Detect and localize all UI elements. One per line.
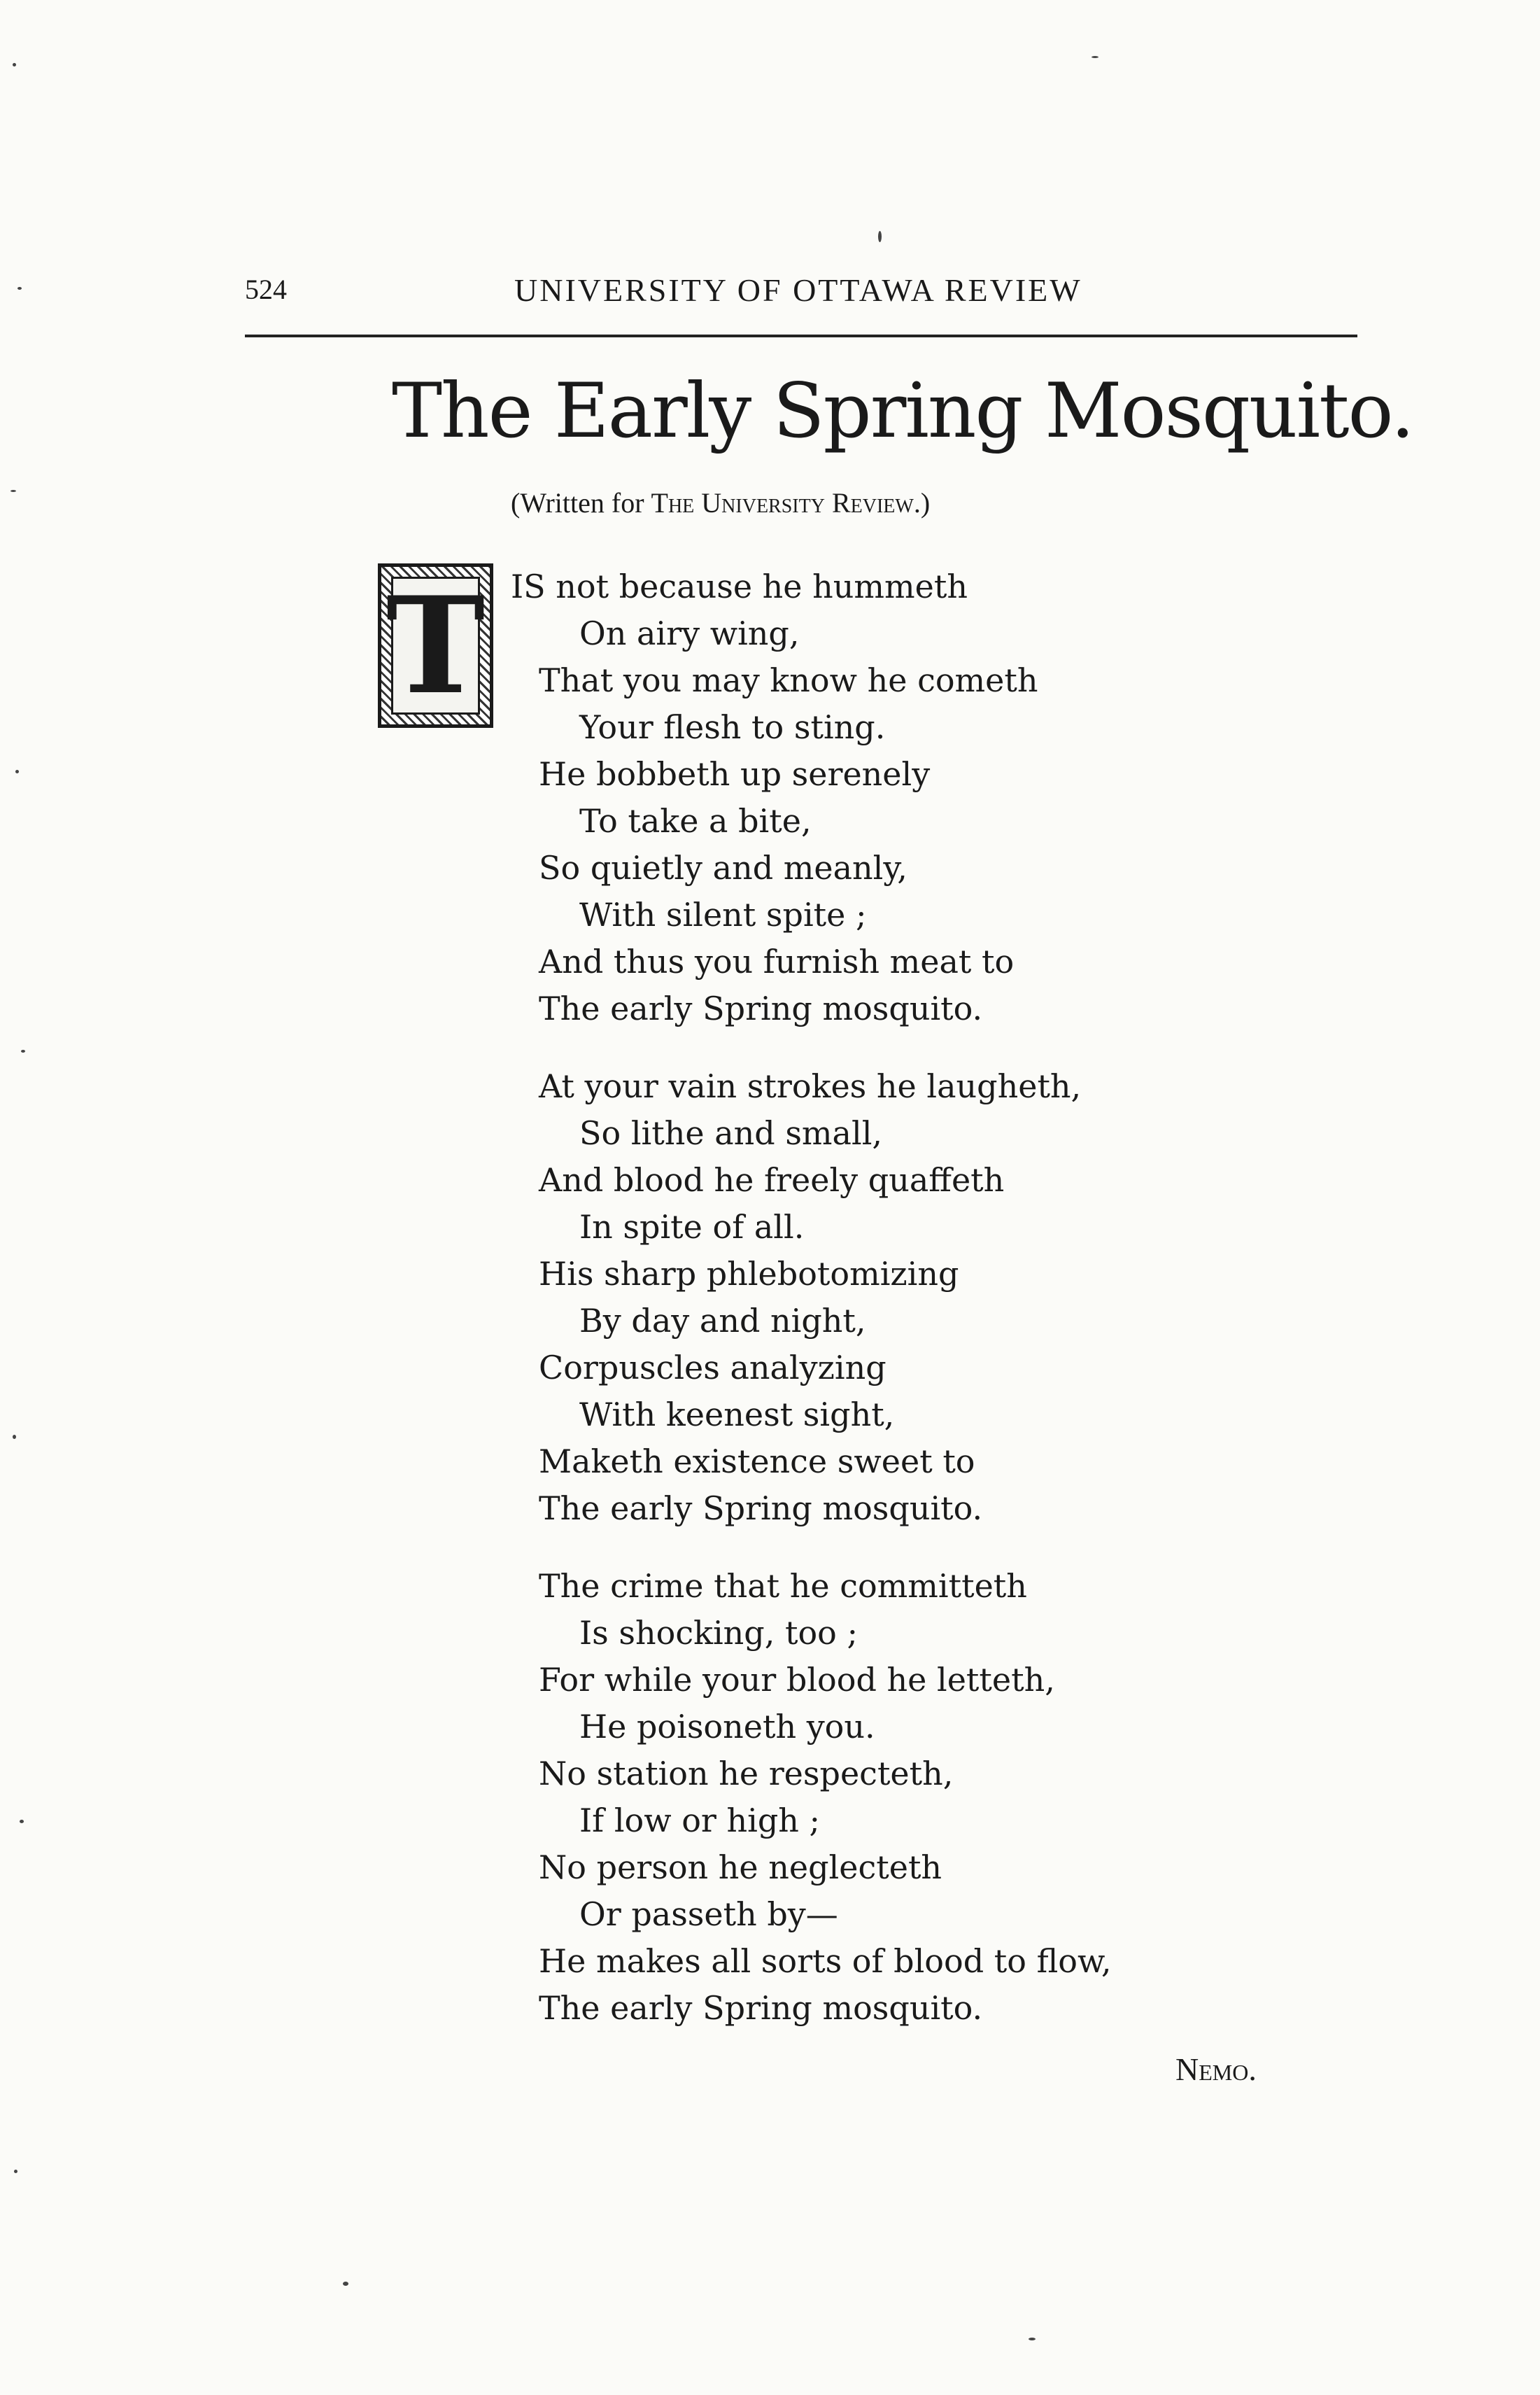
poem-line: At your vain strokes he laugheth, <box>539 1067 1082 1105</box>
poem-line: Corpuscles analyzing <box>539 1349 886 1386</box>
poem-line: Or passeth by— <box>579 1895 838 1933</box>
scan-speck <box>13 63 16 66</box>
poem-line: With silent spite ; <box>579 896 867 934</box>
scan-speck <box>10 490 16 492</box>
poem-title: The Early Spring Mosquito. <box>392 367 1413 455</box>
poem-line: By day and night, <box>579 1302 866 1340</box>
poem-line: With keenest sight, <box>579 1396 895 1433</box>
poem-line: The early Spring mosquito. <box>539 1489 983 1527</box>
poem-subtitle <box>511 486 930 519</box>
scan-speck <box>14 2170 17 2173</box>
poem-line: The crime that he committeth <box>539 1567 1027 1605</box>
poem-line: Is shocking, too ; <box>579 1614 858 1652</box>
page-header <box>245 266 1357 329</box>
scan-speck <box>1029 2338 1036 2340</box>
poem-line: So quietly and meanly, <box>539 849 907 887</box>
poem-line: He poisoneth you. <box>579 1708 875 1746</box>
poem-body <box>511 563 1112 2063</box>
poem-line: He makes all sorts of blood to flow, <box>539 1942 1112 1980</box>
signature-text: Nemo. <box>1175 2051 1257 2087</box>
scan-speck <box>21 1050 25 1053</box>
scan-speck <box>15 770 19 773</box>
subtitle-after: .) <box>913 487 931 519</box>
subtitle-publication: The University Review <box>651 487 914 519</box>
poem-line: So lithe and small, <box>579 1114 883 1152</box>
scan-speck <box>20 1820 24 1823</box>
poem-line: If low or high ; <box>579 1801 821 1839</box>
stanza-2 <box>539 1063 1111 1532</box>
scan-speck <box>343 2282 348 2286</box>
stanza-3 <box>539 1563 1111 2032</box>
header-rule <box>245 335 1357 337</box>
running-head: UNIVERSITY OF OTTAWA REVIEW <box>514 272 1082 308</box>
drop-cap-frame <box>386 567 486 724</box>
poem-line: And thus you furnish meat to <box>539 943 1015 981</box>
poem-line: No station he respecteth, <box>539 1755 954 1792</box>
page-number: 524 <box>245 274 287 305</box>
poem-line: His sharp phlebotomizing <box>539 1255 959 1293</box>
poem-line: And blood he freely quaffeth <box>539 1161 1005 1199</box>
scan-speck <box>13 1435 16 1439</box>
poem-line: He bobbeth up serenely <box>539 755 931 793</box>
scan-speck <box>878 231 882 242</box>
poem-line: No person he neglecteth <box>539 1848 942 1886</box>
poem-line: IS not because he hummeth <box>511 568 968 605</box>
author-signature <box>1175 2051 1257 2088</box>
scan-speck <box>1092 56 1099 58</box>
poem-line: For while your blood he letteth, <box>539 1661 1055 1699</box>
poem-line: That you may know he cometh <box>539 661 1038 699</box>
stanza-1 <box>511 563 1111 1032</box>
poem-line: On airy wing, <box>579 614 800 652</box>
poem-line: The early Spring mosquito. <box>539 990 983 1027</box>
poem-line: Your flesh to sting. <box>579 708 886 746</box>
poem-line: In spite of all. <box>579 1208 805 1246</box>
poem-line: To take a bite, <box>579 802 812 840</box>
poem-line: The early Spring mosquito. <box>539 1989 983 2027</box>
scan-speck <box>17 287 22 290</box>
subtitle-before: (Written for <box>511 487 651 519</box>
drop-cap-letter: T <box>386 567 486 724</box>
ornamental-drop-cap <box>378 563 493 728</box>
poem-line: Maketh existence sweet to <box>539 1442 975 1480</box>
